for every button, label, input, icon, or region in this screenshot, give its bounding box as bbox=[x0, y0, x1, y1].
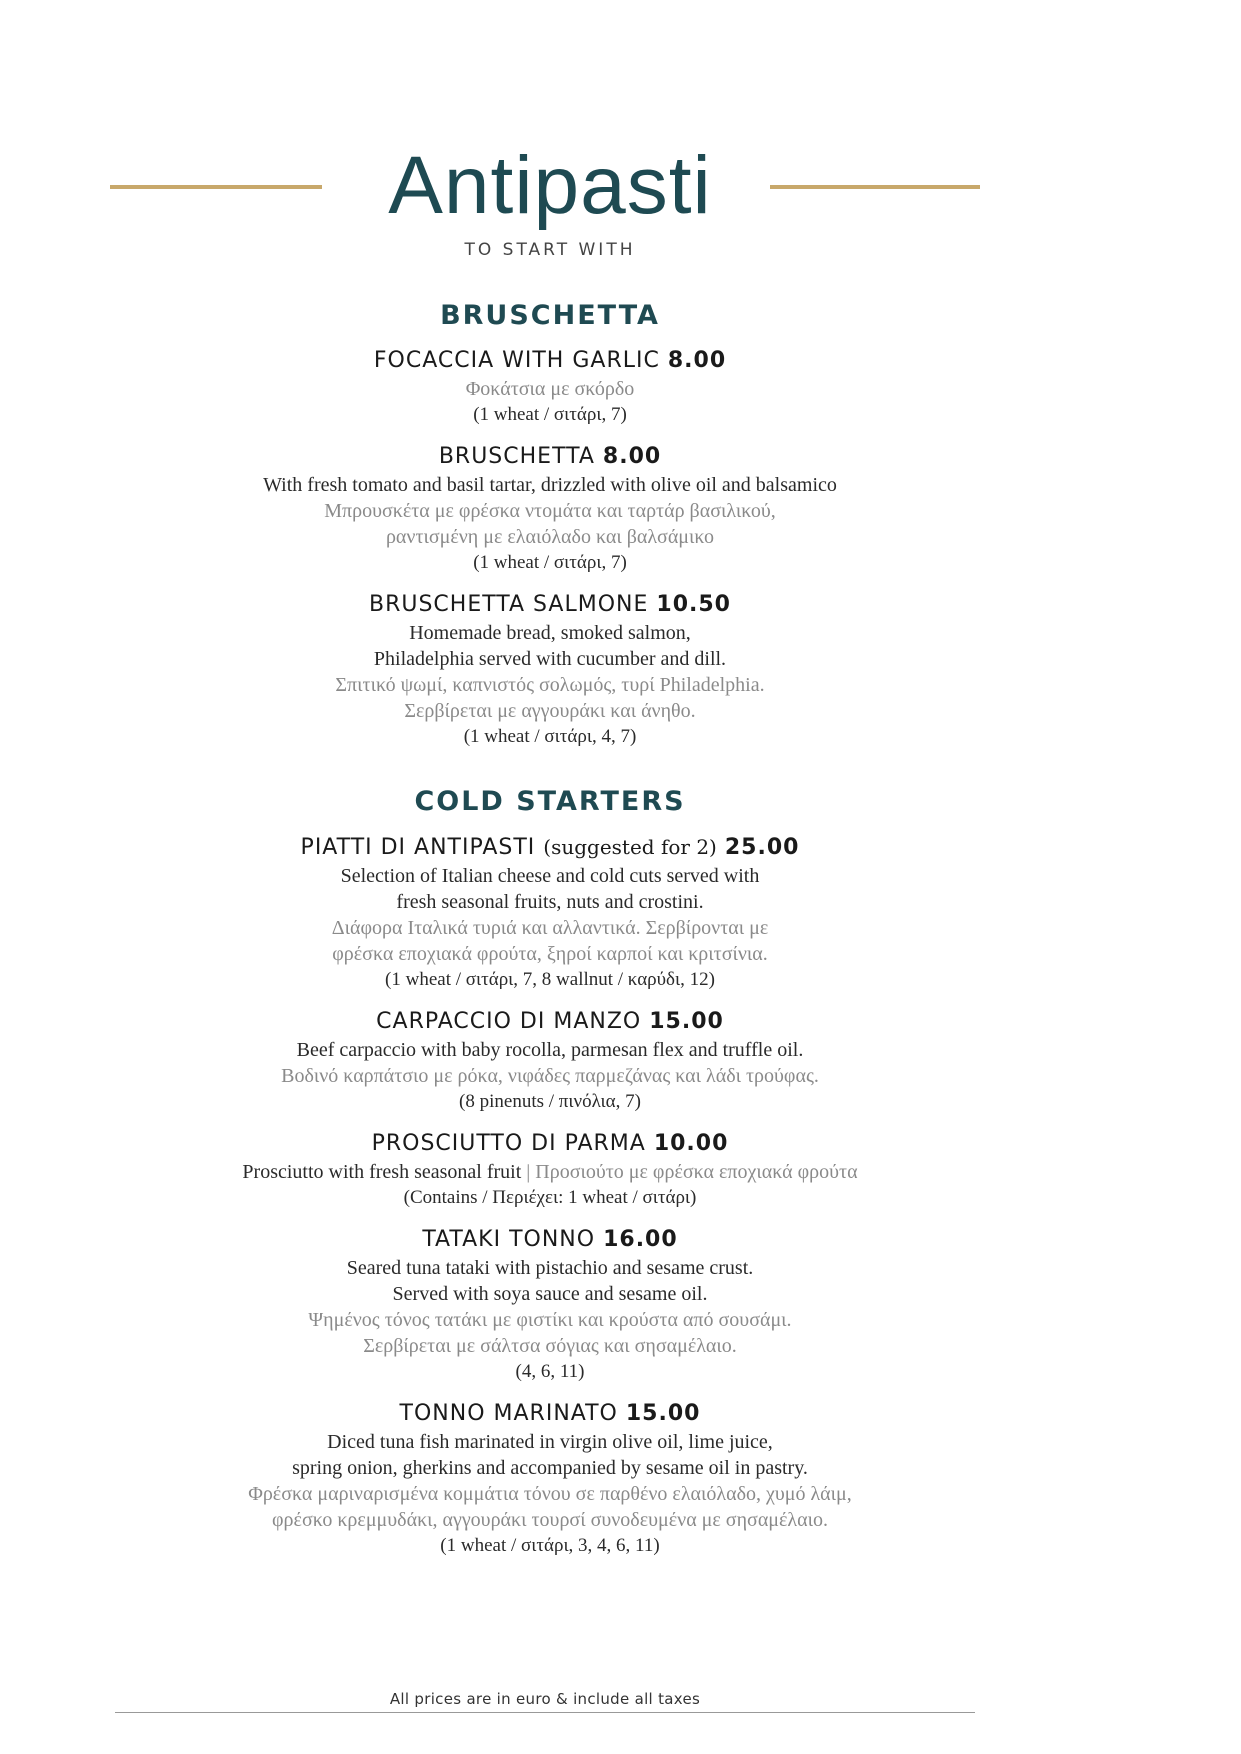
item-desc-gr: φρέσκα εποχιακά φρούτα, ξηροί καρποί και κριτσίνια. bbox=[332, 943, 768, 965]
item-desc-gr: Διάφορα Ιταλικά τυριά και αλλαντικά. Σερβίρονται με bbox=[331, 917, 769, 939]
item-price: 15.00 bbox=[625, 1401, 701, 1426]
menu-item-tataki-tonno bbox=[0, 1225, 1100, 1385]
item-allergens: (1 wheat / σιτάρι, 4, 7) bbox=[463, 726, 637, 747]
item-desc-gr: Σερβίρεται με σάλτσα σόγιας και σησαμέλαιο. bbox=[363, 1335, 737, 1357]
item-desc-gr: φρέσκο κρεμμυδάκι, αγγουράκι τουρσί συνοδευμένα με σησαμέλαιο. bbox=[272, 1509, 828, 1531]
item-price: 16.00 bbox=[603, 1227, 678, 1252]
item-desc-gr: Φρέσκα μαριναρισμένα κομμάτια τόνου σε παρθένο ελαιόλαδο, χυμό λάιμ, bbox=[248, 1483, 852, 1505]
item-desc-en: Selection of Italian cheese and cold cuts served with bbox=[340, 865, 760, 887]
item-desc-gr: Σπιτικό ψωμί, καπνιστός σολωμός, τυρί Philadelphia. bbox=[335, 674, 765, 696]
section-title: COLD STARTERS bbox=[414, 786, 686, 817]
footer-note: All prices are in euro & include all taxes bbox=[389, 1690, 701, 1708]
item-price: 15.00 bbox=[649, 1009, 724, 1034]
item-name: TATAKI TONNO bbox=[422, 1227, 596, 1252]
item-desc-en: Beef carpaccio with baby rocolla, parmesan flex and truffle oil. bbox=[296, 1039, 804, 1061]
menu-item-bruschetta-salmone bbox=[0, 590, 1100, 750]
menu-item-focaccia bbox=[0, 346, 1100, 428]
item-desc-gr: ραντισμένη με ελαιόλαδο και βαλσάμικο bbox=[385, 526, 715, 548]
item-allergens: (1 wheat / σιτάρι, 3, 4, 6, 11) bbox=[440, 1535, 660, 1556]
section-bruschetta bbox=[0, 298, 1100, 750]
item-note: (suggested for 2) bbox=[543, 835, 717, 859]
item-allergens: (8 pinenuts / πινόλια, 7) bbox=[459, 1091, 641, 1112]
item-name: BRUSCHETTA bbox=[438, 444, 595, 469]
item-allergens: (1 wheat / σιτάρι, 7) bbox=[473, 404, 627, 425]
menu-item-tonno-marinato bbox=[0, 1399, 1100, 1559]
item-name: PIATTI DI ANTIPASTI bbox=[300, 835, 536, 860]
page-subtitle: TO START WITH bbox=[464, 240, 636, 260]
menu-header bbox=[0, 140, 1100, 260]
item-allergens: (1 wheat / σιτάρι, 7) bbox=[473, 552, 627, 573]
item-desc-gr: Φοκάτσια με σκόρδο bbox=[465, 378, 635, 400]
item-allergens: (1 wheat / σιτάρι, 7, 8 wallnut / καρύδι, 12) bbox=[385, 969, 715, 990]
item-desc-gr: Προσιούτο με φρέσκα εποχιακά φρούτα bbox=[535, 1161, 858, 1183]
item-name: PROSCIUTTO DI PARMA bbox=[371, 1131, 646, 1156]
item-desc-en: Diced tuna fish marinated in virgin olive oil, lime juice, bbox=[327, 1431, 773, 1453]
item-desc-inline bbox=[0, 1159, 1100, 1185]
item-desc-en: Prosciutto with fresh seasonal fruit bbox=[242, 1161, 522, 1183]
item-allergens: (Contains / Περιέχει: 1 wheat / σιτάρι) bbox=[403, 1187, 697, 1208]
item-desc-en: spring onion, gherkins and accompanied by sesame oil in pastry. bbox=[292, 1457, 808, 1479]
item-name: TONNO MARINATO bbox=[399, 1401, 618, 1426]
item-desc-gr: Ψημένος τόνος τατάκι με φιστίκι και κρούστα από σουσάμι. bbox=[308, 1309, 792, 1331]
item-name: FOCACCIA WITH GARLIC bbox=[373, 348, 660, 373]
footer-divider bbox=[115, 1712, 975, 1713]
menu-item-piatti-di-antipasti bbox=[0, 832, 1100, 993]
item-desc-en: With fresh tomato and basil tartar, drizzled with olive oil and balsamico bbox=[263, 474, 837, 496]
item-desc-gr: Μπρουσκέτα με φρέσκα ντομάτα και ταρτάρ βασιλικού, bbox=[324, 500, 776, 522]
section-title: BRUSCHETTA bbox=[440, 300, 660, 331]
item-name: BRUSCHETTA SALMONE bbox=[368, 592, 649, 617]
desc-separator: | bbox=[526, 1161, 531, 1183]
page-title: Antipasti bbox=[388, 140, 712, 231]
item-price: 10.00 bbox=[653, 1131, 729, 1156]
item-desc-en: Served with soya sauce and sesame oil. bbox=[392, 1283, 708, 1305]
item-price: 8.00 bbox=[602, 444, 662, 469]
item-allergens: (4, 6, 11) bbox=[515, 1361, 585, 1382]
section-cold-starters bbox=[0, 784, 1100, 1559]
menu-item-prosciutto-di-parma bbox=[0, 1129, 1100, 1211]
item-price: 10.50 bbox=[656, 592, 731, 617]
item-desc-gr: Βοδινό καρπάτσιο με ρόκα, νιφάδες παρμεζάνας και λάδι τρούφας. bbox=[281, 1065, 819, 1087]
item-price: 25.00 bbox=[724, 835, 800, 860]
item-desc-en: Seared tuna tataki with pistachio and sesame crust. bbox=[346, 1257, 754, 1279]
item-desc-en: Philadelphia served with cucumber and dill. bbox=[373, 648, 727, 670]
item-desc-en: fresh seasonal fruits, nuts and crostini. bbox=[396, 891, 704, 913]
item-desc-en: Homemade bread, smoked salmon, bbox=[409, 622, 691, 644]
menu-content bbox=[0, 298, 1100, 1559]
item-price: 8.00 bbox=[667, 348, 727, 373]
item-desc-gr: Σερβίρεται με αγγουράκι και άνηθο. bbox=[404, 700, 696, 722]
menu-item-bruschetta bbox=[0, 442, 1100, 576]
item-name: CARPACCIO DI MANZO bbox=[376, 1009, 642, 1034]
menu-item-carpaccio-di-manzo bbox=[0, 1007, 1100, 1115]
